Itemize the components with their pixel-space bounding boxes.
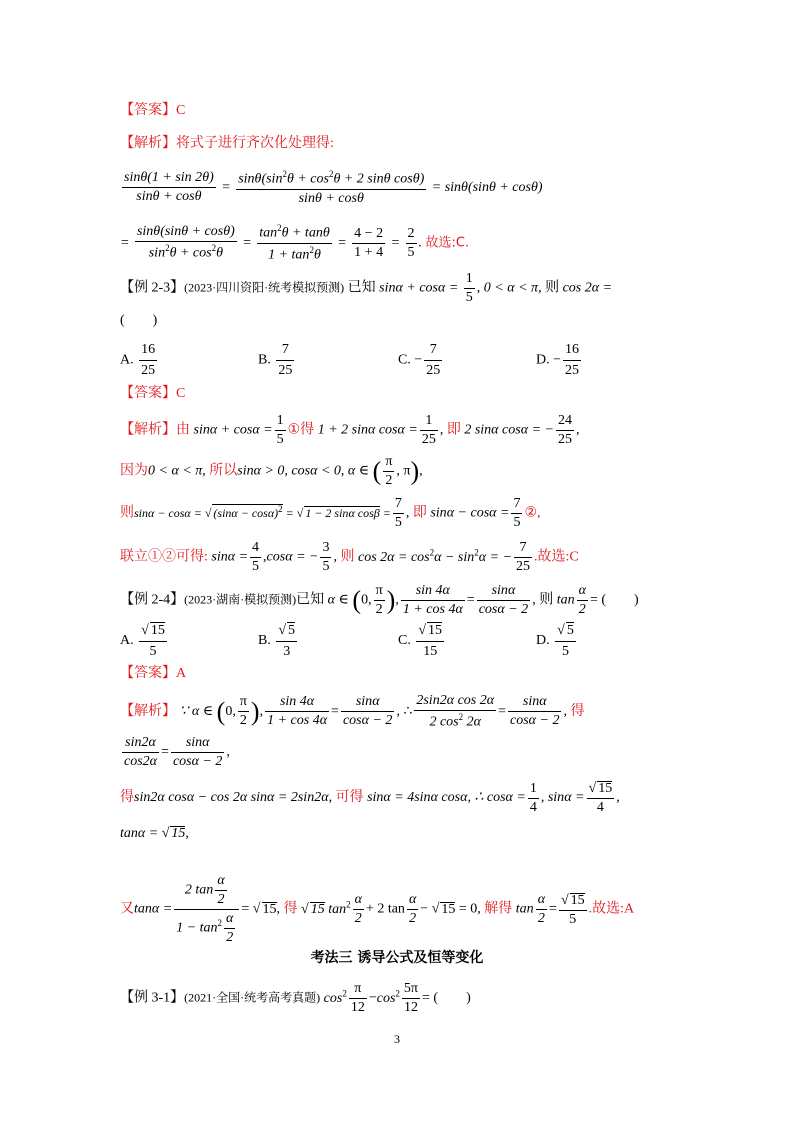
stem-suffix: 则	[545, 280, 560, 296]
analysis-label: 【解析】	[120, 136, 176, 151]
example-label: 【例 3-1】	[120, 990, 185, 1006]
text: 又	[120, 901, 134, 917]
example-source: (2021·全国·统考高考真题)	[184, 990, 321, 1005]
option-letter: B.	[258, 633, 271, 649]
option-letter: C.	[398, 352, 411, 368]
option-den: 25	[565, 363, 580, 378]
option-letter: B.	[258, 352, 271, 368]
option-letter: D.	[536, 352, 550, 368]
answer-line-1	[120, 104, 185, 118]
option-sign: −	[553, 352, 562, 368]
option-d	[536, 342, 583, 379]
option-den: 3	[283, 644, 291, 659]
example-label: 【例 2-3】	[120, 280, 185, 296]
answer-blank: ( )	[601, 592, 639, 608]
text: 得	[120, 790, 134, 806]
option-b	[258, 342, 296, 379]
answer-label: 【答案】	[120, 666, 176, 681]
option-num: 16	[563, 342, 581, 361]
option-den: 25	[141, 363, 156, 378]
blank-2-3	[120, 314, 157, 328]
option-num: 15	[428, 623, 443, 638]
page-number: 3	[394, 1032, 400, 1046]
answer-value: A	[176, 666, 187, 681]
stem-prefix: 已知	[296, 592, 325, 608]
option-den: 5	[149, 644, 157, 659]
analysis-2-4-line-4: tanα = √ 15,	[120, 826, 189, 841]
option-letter: A.	[120, 633, 134, 649]
example-label: 【例 2-4】	[120, 592, 185, 608]
answer-blank: ( )	[120, 313, 158, 328]
analysis-label: 【解析】	[120, 704, 176, 720]
text: 得	[570, 704, 585, 720]
text: .故选:A	[588, 901, 635, 917]
text: 因为	[120, 463, 148, 479]
result-1: 故选:C.	[425, 235, 470, 251]
answer-line-2	[120, 387, 185, 401]
option-a	[120, 342, 159, 379]
option-letter: C.	[398, 633, 411, 649]
analysis-2-4-line-3: 得sin2α cosα − cos 2α sinα = 2sin2α, 可得 sinα = 4sinα cosα, ∴ cosα = $\frac{1}{4}$ , sinα = $\frac{√ 15}{4}$ ,	[120, 780, 620, 815]
option-den: 5	[561, 644, 569, 659]
analysis-2-3-line-4: 联立①②可得: sinα = $\frac{4}{5}$ ,cosα = − $\frac{3}{5}$ , 则 $\cos 2\alpha = \cos^2\alpha - \sin^2\alpha$ = − $\frac{7}{25}$ .故选:C	[120, 540, 579, 574]
example-3-1-stem: 【例 3-1】(2021·全国·统考高考真题) $\cos^2$ $\frac{\pi}{12}$ $-\cos^2$ $\frac{5\pi}{12}$ = ( )	[120, 981, 471, 1015]
text: 解得	[484, 901, 513, 917]
option-num: 7	[276, 342, 294, 361]
stem-suffix: 则	[539, 592, 554, 608]
answer-label: 【答案】	[120, 386, 176, 401]
formula-line-2: = $\frac{\sin\theta(\sin\theta + \cos\theta)}{\sin^2\theta + \cos^2\theta}$ = $\frac{\tan^2\theta + \tan\theta}{1 + \tan^2\theta}$ = $\frac{4 - 2}{1 + 4}$ = $\frac{2}{5}$ . 故选:C.	[120, 223, 470, 263]
analysis-2-3-line-2: 因为0 < α < π, 所以sinα > 0, cosα < 0, α ∈ ( $\frac{\pi}{2}$ , π),	[120, 454, 423, 488]
option-num: 7	[424, 342, 442, 361]
option-b: B. $\frac{√ 5}{3}$	[258, 623, 296, 659]
section-title: 考法三 诱导公式及恒等变化	[310, 950, 484, 966]
option-letter: D.	[536, 633, 550, 649]
option-num: 16	[139, 342, 157, 361]
option-num: 5	[288, 623, 296, 638]
answer-label: 【答案】	[120, 103, 176, 118]
analysis-2-3-line-1: 【解析】由 sinα + cosα = $\frac{1}{5}$ ①得 1 + 2 sinα cosα = $\frac{1}{25}$ , 即 2 sinα cosα = − $\frac{24}{25}$ ,	[120, 413, 580, 447]
text: 可得	[335, 790, 364, 806]
formula-line-1: $\frac{\sin\theta(1 + \sin 2\theta)}{\sin\theta + \cos\theta}$ = $\frac{\sin\theta(\sin^2\theta + \cos^2\theta + 2 \sin\theta \cos\theta)}{\sin\theta + \cos\theta}$ = sinθ(sinθ + cosθ)	[124, 169, 543, 206]
answer-blank: ( )	[433, 990, 471, 1006]
option-num: 5	[566, 623, 574, 638]
analysis-2-3-line-3: 则sinα − cosα = √ $(\sin\alpha - \cos\alpha)^2$ = √ 1 − 2 sinα cosβ = $\frac{7}{5}$ , 即 sinα − cosα = $\frac{7}{5}$ ②,	[120, 496, 541, 530]
option-c: C. $\frac{√ 15}{15}$	[398, 623, 443, 659]
text: .故选:C	[534, 549, 579, 565]
example-2-4-stem: 【例 2-4】(2023·湖南·模拟预测)已知 α ∈ (0, $\frac{\pi}{2}$ ), $\frac{\sin 4\alpha}{1 + \cos 4\alpha}$ = $\frac{\sin\alpha}{\cos\alpha - 2}$ , 则 tan $\frac{\alpha}{2}$ = ( )	[120, 583, 639, 617]
option-sign: −	[414, 352, 423, 368]
text: 则	[340, 549, 355, 565]
option-den: 25	[426, 363, 441, 378]
example-source: (2023·湖南·模拟预测)	[184, 592, 297, 607]
example-source: (2023·四川资阳·统考模拟预测)	[184, 280, 345, 295]
text: 由	[176, 422, 190, 438]
analysis-2-4-line-1: 【解析】 ∵ α ∈ (0, $\frac{\pi}{2}$ ), $\frac{\sin 4\alpha}{1 + \cos 4\alpha}$ = $\frac{\sin\alpha}{\cos\alpha - 2}$ , ∴ $\frac{\text{2sin2α cos 2α}}{2 \cos^2 2\alpha}$ = $\frac{\sin\alpha}{\cos\alpha - 2}$ , 得	[120, 693, 585, 730]
example-2-3-stem: 【例 2-3】(2023·四川资阳·统考模拟预测) 已知 sinα + cosα = $\frac{1}{5}$ , 0 < α < π, 则 cos 2α =	[120, 271, 613, 305]
text: 所以	[209, 463, 238, 479]
option-a: A. $\frac{√ 15}{5}$	[120, 623, 165, 659]
option-den: 25	[278, 363, 293, 378]
analysis-label: 【解析】	[120, 422, 176, 438]
option-d: D. $\frac{√ 5}{5}$	[536, 623, 574, 659]
analysis-2-4-line-5: 又tanα = 2 tan $\frac{\alpha}{2}$ $1 - \tan^2$ $\frac{\alpha}{2}$ = √ 15, 得 √ 15 $\tan^2$ $\frac{\alpha}{2}$ + 2 tan $\frac{\alpha}{2}$ − √ 15 = 0, 解得 tan $\frac{\alpha}{2}$ = $\frac{√ 15}{5}$ .故选:A	[120, 873, 635, 945]
text: 联立①②可得:	[120, 549, 208, 565]
text: ①得	[287, 422, 315, 438]
text: 则	[120, 505, 134, 521]
option-num: 15	[150, 623, 165, 638]
analysis-2-4-line-2: $\frac{\sin 2\alpha}{\cos 2\alpha}$ = $\frac{\sin\alpha}{\cos\alpha - 2}$ ,	[124, 735, 230, 769]
option-c	[398, 342, 444, 379]
answer-value: C	[176, 103, 186, 118]
text: 即	[446, 422, 461, 438]
text: 即	[412, 505, 427, 521]
option-den: 15	[423, 644, 438, 659]
answer-value: C	[176, 386, 186, 401]
text: 得	[283, 901, 298, 917]
analysis-intro: 将式子进行齐次化处理得:	[176, 136, 334, 151]
analysis-line-1	[120, 137, 334, 151]
answer-line-3	[120, 667, 186, 681]
stem-prefix: 已知	[347, 280, 376, 296]
option-letter: A.	[120, 352, 134, 368]
